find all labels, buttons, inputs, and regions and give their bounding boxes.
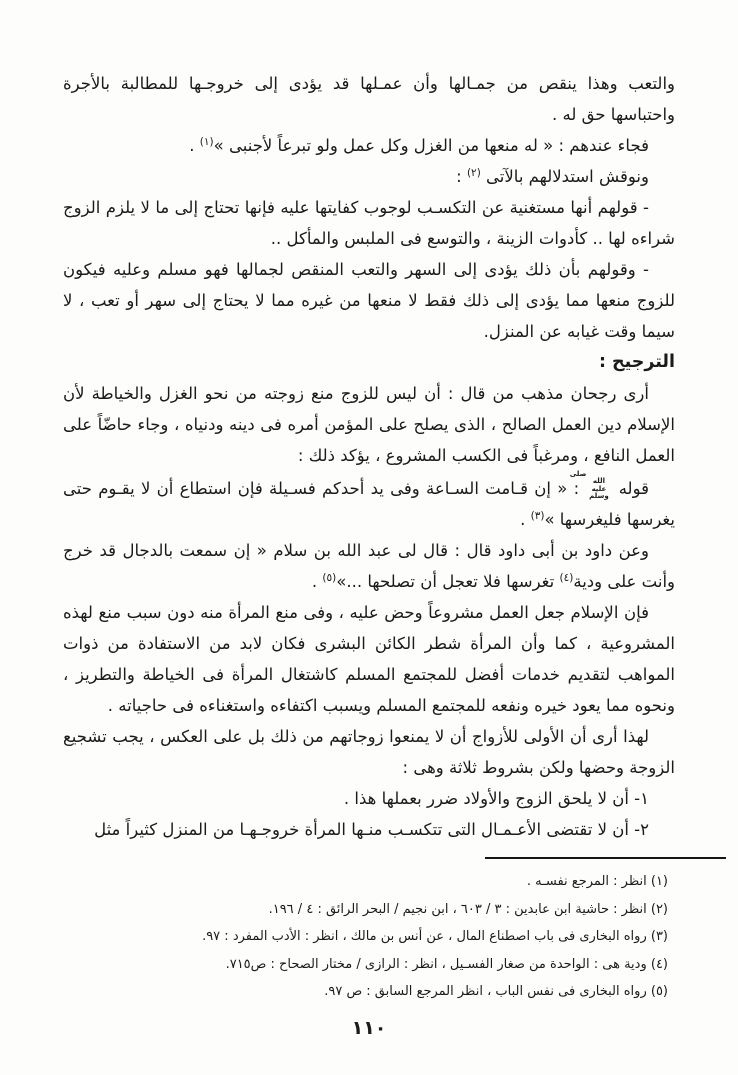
paragraph-discussion-intro <box>63 161 675 192</box>
paragraph-conclusion: لهذا أرى أن الأولى للأزواج أن لا يمنعوا زوجاتهم من ذلك بل على العكس ، يجب تشجيع الزوجة وحضها ولكن بشروط ثلاثة وهى : <box>63 727 675 778</box>
paragraph-text: : <box>456 167 467 186</box>
paragraph-islam-work: فإن الإسلام جعل العمل مشروعاً وحض عليه ، وفى منع المرأة منه دون سبب منع لهذه المشروعية ، كما وأن المرأة شطر الكائن البشرى فكان لابد من الاستفادة من ذوات المواهب لتقديم خدمات أفضل للمجتمع المسلم كاشتغال المرأة فى الخياطة والتطريز ، ونحوه مما يعود خيره ونفعه للمجتمع المسلم ويسبب اكتفاءه واستغناءه فى حاجياته . <box>63 603 675 716</box>
pbuh-honorific-symbol: صلى الله عليه وسلم <box>569 470 609 501</box>
paragraph-dash-item-1: - قولهم أنها مستغنية عن التكسـب لوجوب كفايتها عليه فإنها تحتاج إلى ما لا يلزم الزوج شراءه لها .. كأدوات الزينة ، والتوسع فى الملبس والمأكل .. <box>63 198 675 248</box>
paragraph-text: تغرسها فلا تعجل أن تصلحها ...» <box>336 572 560 592</box>
footnote-ref-5: (٥) <box>322 572 337 585</box>
paragraph-quote-ghazl <box>63 130 675 161</box>
main-text-block <box>63 68 675 845</box>
footnote-5: (٥) رواه البخارى فى نفس الباب ، انظر المرجع السابق : ص ٩٧. <box>324 984 668 1000</box>
footnote-3: (٣) رواه البخارى فى باب اصطناع المال ، عن أنس بن مالك ، انظر : الأدب المفرد : ٩٧. <box>202 929 668 945</box>
page-number: ١١٠ <box>351 1017 387 1039</box>
paragraph-continuation: والتعب وهذا ينقص من جمـالها وأن عمـلها قد يؤدى إلى خروجـها للمطالبة بالأجرة واحتباسها حق له . <box>63 74 675 124</box>
footnote-ref-1: (١) <box>199 136 214 148</box>
condition-item-1: ١- أن لا يلحق الزوج والأولاد ضرر بعملها هذا . <box>343 789 649 809</box>
paragraph-dash-item-2: - وقولهم بأن ذلك يؤدى إلى السهر والتعب المنقص لجمالها فهو مسلم وعليه فيكون للزوج منعها مما يؤدى إلى ذلك فقط لا منعها من غيره مما لا يحتاج إلى سهر أو تعب ، لا سيما وقت غيابه عن المنزل. <box>63 260 675 341</box>
paragraph-text: فجاء عندهم : « له منعها من الغزل وكل عمل ولو تبرعاً لأجنبى » <box>213 136 649 155</box>
paragraph-opinion: أرى رجحان مذهب من قال : أن ليس للزوج منع زوجته من نحو الغزل والخياطة لأن الإسلام دين العمل الصالح ، الذى يصلح على المؤمن أمره فى دينه ودنياه ، وجاء حاضّاً على العمل النافع ، ومرغباً فى الكسب المشروع ، يؤكد ذلك : <box>63 384 675 465</box>
paragraph-text: وعن داود بن أبى داود قال : قال لى عبد الله بن سلام « إن سمعت بالدجال قد خرج وأنت على ودية <box>63 541 675 592</box>
footnote-ref-2: (٢) <box>466 167 481 179</box>
condition-item-2: ٢- أن لا تقتضى الأعـمـال التى تتكسـب منـها المرأة خروجـهـا من المنزل كثيراً مثل <box>94 820 649 840</box>
paragraph-hadith-dajjal <box>63 535 675 597</box>
paragraph-hadith-fasila <box>63 471 675 535</box>
footnotes-section <box>63 868 668 1006</box>
footnote-1: (١) انظر : المرجع نفسـه . <box>526 874 668 890</box>
footnote-2: (٢) انظر : حاشية ابن عابدين : ٣ / ٦٠٣ ، ابن نجيم / البحر الرائق : ٤ / ١٩٦. <box>268 901 668 917</box>
paragraph-text: . <box>520 510 531 530</box>
paragraph-text: قوله <box>612 479 649 499</box>
footnote-separator-rule <box>485 857 726 859</box>
paragraph-text: : « إن قـامت السـاعة وفى يد أحدكم فسـيلة فإن استطاع أن لا يقـوم حتى يغرسها فليغرسها » <box>63 479 675 530</box>
footnote-ref-4: (٤) <box>559 572 574 585</box>
section-heading-tarjih: الترجيح : <box>598 352 675 372</box>
paragraph-text: . <box>311 572 323 592</box>
paragraph-text: ونوقش استدلالهم بالآتى <box>480 167 649 186</box>
paragraph-text: . <box>189 136 200 155</box>
footnote-ref-3: (٣) <box>530 510 545 523</box>
footnote-4: (٤) ودية هى : الواحدة من صغار الفسـيل ، انظر : الرازى / مختار الصحاح : ص٧١٥. <box>225 956 668 972</box>
